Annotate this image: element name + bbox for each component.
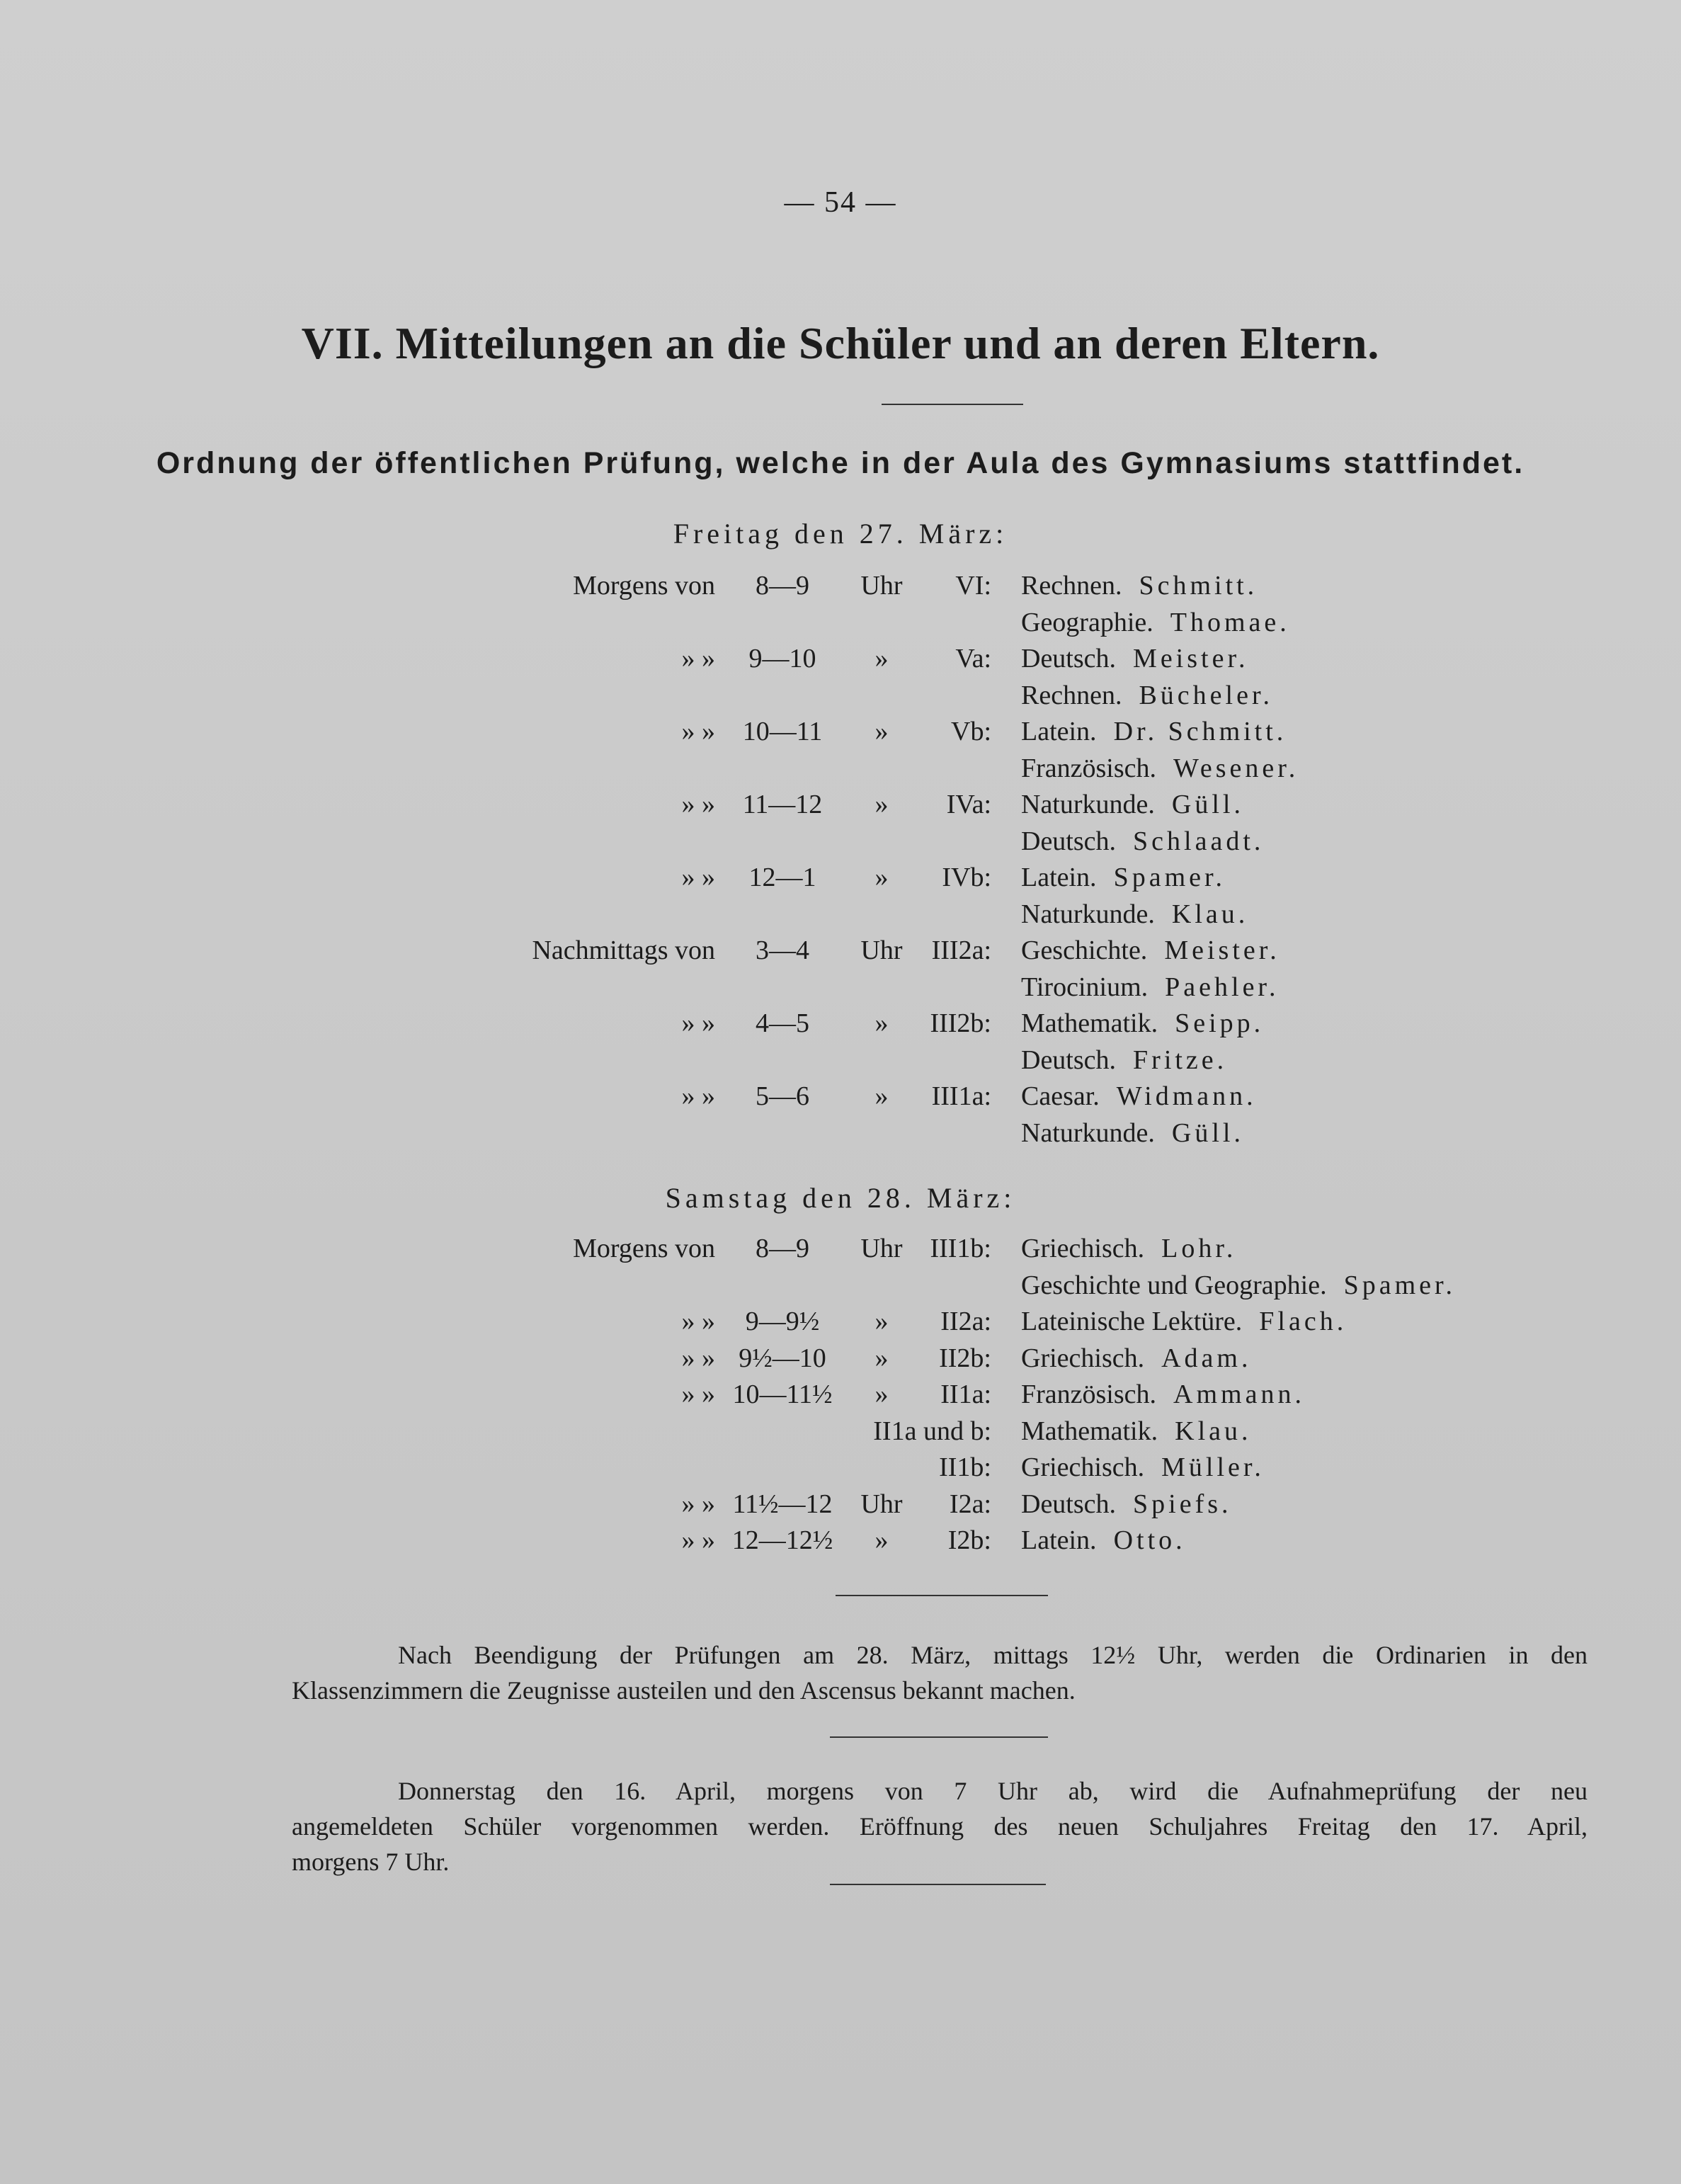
cell-cls: II2a: — [940, 1307, 991, 1336]
cell-subject: Caesar. — [1021, 1081, 1100, 1111]
cell-unit: Uhr — [860, 935, 903, 965]
cell-teacher: Otto. — [1113, 1525, 1186, 1555]
cell-day: » » — [681, 863, 715, 892]
cell-unit: Uhr — [860, 571, 903, 601]
cell-cls: II2b: — [939, 1343, 991, 1373]
note-line: morgens 7 Uhr. — [292, 1848, 450, 1876]
cell-unit: » — [874, 1307, 889, 1336]
cell-unit: » — [874, 1343, 889, 1373]
cell-day: » » — [681, 644, 715, 673]
cell-time: 11—12 — [742, 790, 823, 819]
cell-teacher: Spamer. — [1113, 863, 1226, 892]
cell-subject: Latein. — [1021, 1525, 1097, 1555]
cell-teacher: Fritze. — [1133, 1045, 1228, 1075]
cell-day: » » — [681, 1343, 715, 1373]
cell-subject: Tirocinium. — [1021, 972, 1149, 1002]
cell-unit: Uhr — [860, 1489, 903, 1519]
cell-subject: Deutsch. — [1021, 826, 1117, 856]
cell-unit: » — [874, 863, 889, 892]
cell-cls: II1a: — [940, 1380, 991, 1409]
cell-subject: Französisch. — [1021, 1380, 1157, 1409]
cell-teacher: Güll. — [1171, 1117, 1244, 1148]
section-title: VII. Mitteilungen an die Schüler und an deren Eltern. — [301, 318, 1380, 368]
cell-subject: Rechnen. — [1021, 680, 1122, 710]
cell-teacher: Schlaadt. — [1133, 826, 1265, 856]
cell-teacher: Ammann. — [1173, 1380, 1305, 1409]
cell-day: » » — [681, 1307, 715, 1336]
cell-unit: » — [874, 790, 889, 819]
cell-day: » » — [681, 1081, 715, 1111]
divider — [830, 1736, 1048, 1738]
cell-day: » » — [681, 1008, 715, 1038]
cell-cls: VI: — [955, 571, 991, 601]
cell-time: 11½—12 — [732, 1489, 833, 1519]
cell-subject: Deutsch. — [1021, 1489, 1117, 1519]
cell-day: Nachmittags von — [532, 935, 715, 965]
cell-day: » » — [681, 1380, 715, 1409]
cell-teacher: Paehler. — [1165, 972, 1280, 1002]
cell-cls: II1a und b: — [873, 1416, 991, 1446]
cell-time: 10—11½ — [732, 1380, 833, 1409]
note-line: Klassenzimmern die Zeugnisse austeilen und den Ascensus bekannt machen. — [292, 1676, 1076, 1705]
cell-day: Morgens von — [573, 571, 715, 601]
cell-time: 9—9½ — [745, 1307, 820, 1336]
cell-subject: Naturkunde. — [1021, 899, 1155, 929]
cell-cls: I2b: — [947, 1525, 991, 1555]
cell-day: » » — [681, 717, 715, 746]
cell-subject: Rechnen. — [1021, 571, 1122, 601]
cell-unit: » — [874, 1525, 889, 1555]
saturday-heading: Samstag den 28. März: — [665, 1182, 1016, 1214]
cell-time: 3—4 — [756, 935, 809, 965]
cell-unit: » — [874, 1008, 889, 1038]
page-number: — 54 — — [784, 186, 897, 219]
cell-time: 9—10 — [748, 644, 816, 673]
cell-subject: Geschichte. — [1021, 935, 1148, 965]
cell-teacher: Güll. — [1171, 790, 1244, 819]
cell-subject: Lateinische Lektüre. — [1021, 1307, 1243, 1336]
divider — [830, 1884, 1046, 1885]
cell-teacher: Müller. — [1161, 1452, 1265, 1482]
cell-unit: » — [874, 644, 889, 673]
cell-subject: Naturkunde. — [1021, 790, 1155, 819]
cell-time: 8—9 — [756, 571, 809, 601]
cell-time: 4—5 — [756, 1008, 809, 1038]
note-certificates — [292, 1637, 1588, 1708]
note-line: Donnerstag den 16. April, morgens von 7 Uhr ab, wird die Aufnahmeprüfung der neu — [398, 1777, 1588, 1805]
friday-heading: Freitag den 27. März: — [673, 518, 1008, 550]
cell-subject: Deutsch. — [1021, 644, 1117, 673]
cell-teacher: Spiefs. — [1133, 1489, 1232, 1519]
cell-time: 8—9 — [756, 1234, 809, 1263]
cell-subject: Mathematik. — [1021, 1416, 1158, 1446]
cell-day: » » — [681, 1525, 715, 1555]
cell-subject: Deutsch. — [1021, 1045, 1117, 1075]
cell-cls: Vb: — [951, 717, 991, 746]
cell-cls: II1b: — [939, 1452, 991, 1482]
cell-subject: Griechisch. — [1021, 1452, 1145, 1482]
cell-teacher: Schmitt. — [1139, 571, 1258, 601]
cell-teacher: Thomae. — [1170, 607, 1290, 637]
cell-unit: » — [874, 717, 889, 746]
cell-teacher: Lohr. — [1161, 1234, 1237, 1263]
cell-subject: Geschichte und Geographie. — [1021, 1270, 1327, 1300]
cell-subject: Naturkunde. — [1021, 1117, 1155, 1148]
cell-teacher: Flach. — [1259, 1307, 1347, 1336]
note-line: angemeldeten Schüler vorgenommen werden. Eröffnung des neuen Schuljahres Freitag den 17. April, — [292, 1812, 1588, 1841]
cell-teacher: Widmann. — [1116, 1081, 1257, 1111]
cell-day: » » — [681, 790, 715, 819]
cell-teacher: Spamer. — [1343, 1270, 1457, 1300]
exam-schedule-subtitle: Ordnung der öffentlichen Prüfung, welche in der Aula des Gymnasiums stattfindet. — [156, 446, 1525, 480]
cell-cls: III2a: — [931, 935, 991, 965]
cell-teacher: Meister. — [1164, 935, 1280, 965]
cell-cls: III2b: — [930, 1008, 991, 1038]
cell-time: 10—11 — [742, 717, 823, 746]
cell-time: 12—1 — [748, 863, 816, 892]
cell-subject: Mathematik. — [1021, 1008, 1158, 1038]
divider — [882, 404, 1023, 405]
cell-subject: Latein. — [1021, 863, 1097, 892]
cell-teacher: Bücheler. — [1139, 680, 1274, 710]
cell-day: Morgens von — [573, 1234, 715, 1263]
cell-subject: Griechisch. — [1021, 1343, 1145, 1373]
cell-subject: Geographie. — [1021, 607, 1153, 637]
cell-subject: Latein. — [1021, 717, 1097, 746]
cell-cls: III1b: — [930, 1234, 991, 1263]
cell-teacher: Dr. Schmitt. — [1113, 717, 1287, 746]
cell-unit: Uhr — [860, 1234, 903, 1263]
cell-time: 12—12½ — [731, 1525, 833, 1555]
cell-cls: IVb: — [942, 863, 991, 892]
cell-subject: Griechisch. — [1021, 1234, 1145, 1263]
cell-unit: » — [874, 1380, 889, 1409]
cell-time: 5—6 — [756, 1081, 809, 1111]
cell-unit: » — [874, 1081, 889, 1111]
cell-cls: III1a: — [931, 1081, 991, 1111]
cell-teacher: Klau. — [1175, 1416, 1252, 1446]
cell-teacher: Seipp. — [1175, 1008, 1265, 1038]
cell-teacher: Klau. — [1171, 899, 1249, 929]
cell-day: » » — [681, 1489, 715, 1519]
note-admission — [292, 1773, 1588, 1879]
cell-time: 9½—10 — [739, 1343, 826, 1373]
cell-cls: I2a: — [949, 1489, 991, 1519]
note-line: Nach Beendigung der Prüfungen am 28. März, mittags 12½ Uhr, werden die Ordinarien in den — [398, 1641, 1588, 1669]
cell-cls: Va: — [955, 644, 991, 673]
cell-teacher: Meister. — [1133, 644, 1249, 673]
cell-teacher: Adam. — [1161, 1343, 1252, 1373]
cell-subject: Französisch. — [1021, 753, 1157, 783]
divider — [836, 1595, 1048, 1596]
cell-teacher: Wesener. — [1173, 753, 1299, 783]
cell-cls: IVa: — [946, 790, 991, 819]
